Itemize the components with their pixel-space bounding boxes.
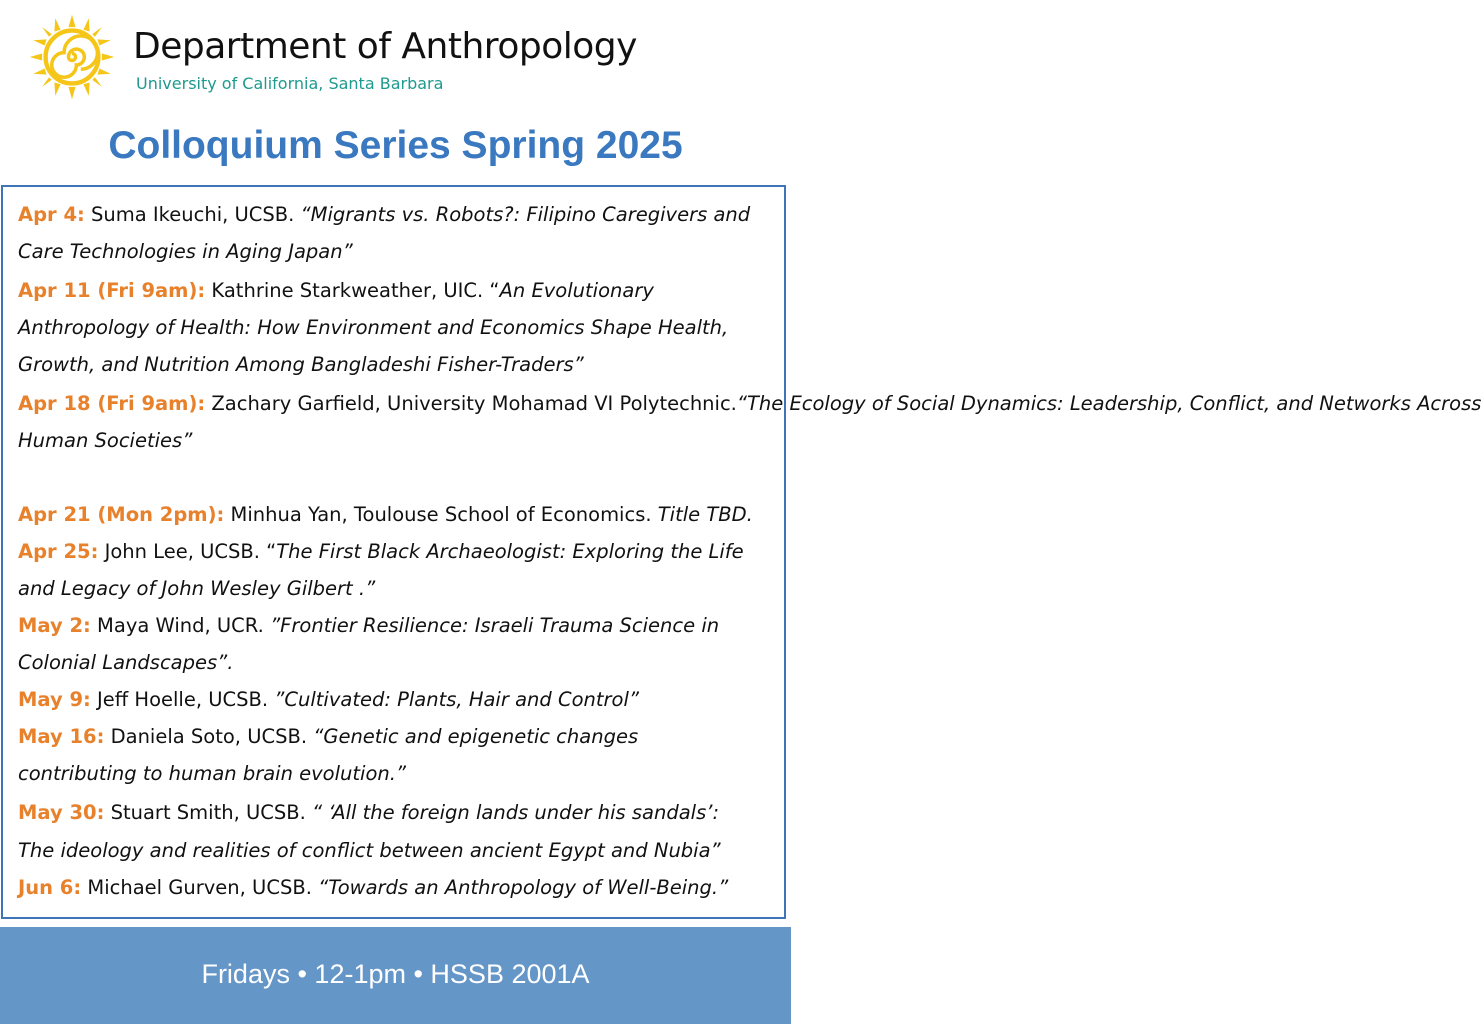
talk-speaker: Daniela Soto, UCSB.: [104, 725, 314, 748]
talk-entry: [18, 503, 778, 526]
talk-speaker: Jeff Hoelle, UCSB.: [90, 688, 275, 711]
talk-title-continued: contributing to human brain evolution.”: [18, 762, 407, 785]
talk-title: ”Cultivated: Plants, Hair and Control”: [274, 688, 639, 711]
talk-entry: [18, 392, 1481, 415]
talk-title-continued: Growth, and Nutrition Among Bangladeshi Fisher-Traders”: [18, 353, 584, 376]
talk-speaker: Zachary Garfield, University Mohamad VI Polytechnic.: [205, 392, 737, 415]
talk-date: Apr 4:: [18, 203, 85, 226]
talk-entry: [18, 279, 778, 302]
talk-title-continued: Anthropology of Health: How Environment and Economics Shape Health,: [18, 316, 729, 339]
talk-title: “Migrants vs. Robots?: Filipino Caregivers and: [300, 203, 751, 226]
footer-bar: [0, 927, 791, 1024]
talk-date: May 2:: [18, 614, 91, 637]
department-name: Department of Anthropology: [133, 26, 637, 67]
talk-title-continued: and Legacy of John Wesley Gilbert .”: [18, 577, 376, 600]
talk-speaker: Minhua Yan, Toulouse School of Economics.: [224, 503, 658, 526]
university-name: University of California, Santa Barbara: [136, 74, 444, 93]
talk-date: May 16:: [18, 725, 105, 748]
talk-title: “The Ecology of Social Dynamics: Leadership, Conflict, and Networks Across: [736, 392, 1481, 415]
talk-date: Apr 25:: [18, 540, 99, 563]
talk-title-continued: Human Societies”: [18, 429, 193, 452]
talk-speaker: Stuart Smith, UCSB.: [104, 801, 313, 824]
talk-date: Apr 18 (Fri 9am):: [18, 392, 206, 415]
talk-entry: [18, 801, 778, 824]
talk-title: The First Black Archaeologist: Exploring the Life: [276, 540, 744, 563]
sun-spiral-logo-icon: [28, 13, 116, 101]
series-title: Colloquium Series Spring 2025: [108, 124, 683, 167]
talk-title: Title TBD.: [657, 503, 753, 526]
talk-entry: [18, 876, 778, 899]
talk-entry: [18, 203, 778, 226]
talk-speaker: Maya Wind, UCR.: [90, 614, 271, 637]
talk-title: “ ‘All the foreign lands under his sandals’:: [312, 801, 720, 824]
talk-date: Jun 6:: [18, 876, 82, 899]
talk-date: May 9:: [18, 688, 91, 711]
talk-date: Apr 21 (Mon 2pm):: [18, 503, 225, 526]
talk-title-continued: Colonial Landscapes”.: [18, 651, 234, 674]
talk-title: “Towards an Anthropology of Well-Being.”: [318, 876, 729, 899]
talk-title: ”Frontier Resilience: Israeli Trauma Science in: [270, 614, 720, 637]
talk-title-continued: Care Technologies in Aging Japan”: [18, 240, 353, 263]
talk-title: An Evolutionary: [499, 279, 654, 302]
talk-speaker: John Lee, UCSB. “: [98, 540, 277, 563]
talk-speaker: Kathrine Starkweather, UIC. “: [205, 279, 500, 302]
talk-speaker: Suma Ikeuchi, UCSB.: [84, 203, 301, 226]
talk-date: Apr 11 (Fri 9am):: [18, 279, 206, 302]
talk-title: “Genetic and epigenetic changes: [313, 725, 639, 748]
talk-entry: [18, 614, 778, 637]
talk-entry: [18, 725, 778, 748]
page-header: [0, 0, 791, 110]
talk-entry: [18, 540, 778, 563]
talk-date: May 30:: [18, 801, 105, 824]
footer-info: Fridays • 12-1pm • HSSB 2001A: [201, 959, 590, 989]
talk-entry: [18, 688, 778, 711]
talk-title-continued: The ideology and realities of conflict between ancient Egypt and Nubia”: [18, 839, 721, 862]
talk-speaker: Michael Gurven, UCSB.: [81, 876, 319, 899]
